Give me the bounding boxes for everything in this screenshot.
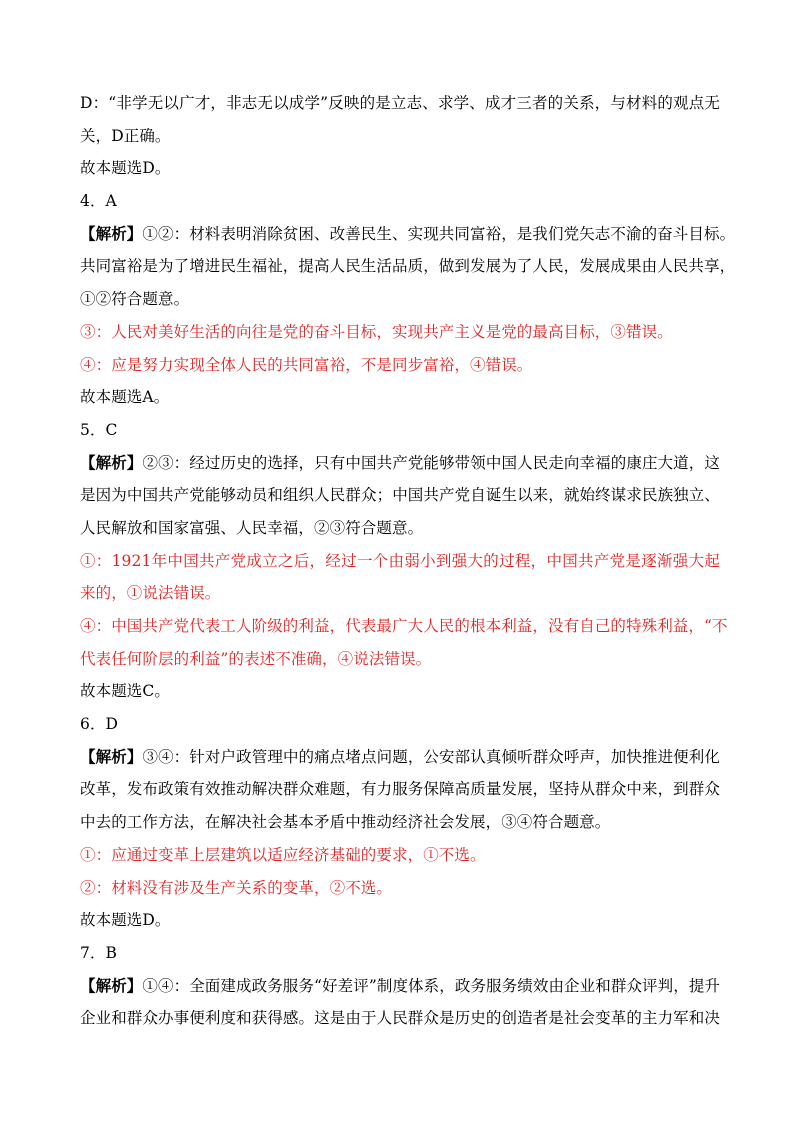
text-line <box>80 126 720 146</box>
line-text: 改革，发布政策有效推动解决群众难题，有力服务保障高质量发展，坚持从群众中来，到群众 <box>80 780 720 799</box>
text-line <box>80 649 720 669</box>
text-line <box>80 976 720 996</box>
line-text: ①：1921年中国共产党成立之后，经过一个由弱小到强大的过程，中国共产党是逐渐强大起 <box>80 551 720 570</box>
text-line <box>80 322 720 342</box>
text-line <box>80 93 720 113</box>
text-line <box>80 714 720 734</box>
line-text: 7．B <box>80 943 118 962</box>
text-line <box>80 845 720 865</box>
text-line <box>80 289 720 309</box>
text-line <box>80 779 720 799</box>
text-line <box>80 256 736 276</box>
text-line <box>80 943 720 963</box>
line-text: ④：中国共产党代表工人阶级的利益，代表最广大人民的根本利益，没有自己的特殊利益，“不 <box>80 617 728 635</box>
text-line <box>80 158 720 178</box>
line-text: D：“非学无以广才，非志无以成学”反映的是立志、求学、成才三者的关系，与材料的观点无 <box>80 94 720 112</box>
line-text: ①②：材料表明消除贫困、改善民生、实现共同富裕，是我们党矢志不渝的奋斗目标。 <box>142 224 736 243</box>
text-line <box>80 616 728 636</box>
line-text: 人民解放和国家富强、人民幸福，②③符合题意。 <box>80 518 424 537</box>
line-text: 代表任何阶层的利益”的表述不准确，④说法错误。 <box>80 649 432 668</box>
text-line <box>80 387 720 407</box>
text-line <box>80 420 720 440</box>
text-line <box>80 812 720 832</box>
line-text: ②：材料没有涉及生产关系的变革，②不选。 <box>80 878 393 897</box>
line-text: ④：应是努力实现全体人民的共同富裕，不是同步富裕，④错误。 <box>80 355 533 374</box>
analysis-tag: 【解析】 <box>80 975 143 995</box>
line-text: 4．A <box>80 192 117 211</box>
line-text: 关，D正确。 <box>80 126 171 145</box>
line-text: 共同富裕是为了增进民生福祉，提高人民生活品质，做到发展为了人民，发展成果由人民共享， <box>80 257 736 276</box>
line-text: ①②符合题意。 <box>80 290 190 309</box>
line-text: ③④：针对户政管理中的痛点堵点问题，公安部认真倾听群众呼声，加快推进便利化 <box>142 747 721 766</box>
line-text: 5．C <box>80 420 118 439</box>
text-line <box>80 583 720 603</box>
line-text: 来的，①说法错误。 <box>80 584 221 603</box>
line-text: 故本题选D。 <box>80 159 171 178</box>
line-text: 中去的工作方法，在解决社会基本矛盾中推动经济社会发展，③④符合题意。 <box>80 813 611 832</box>
text-line <box>80 878 720 898</box>
text-line <box>80 910 720 930</box>
line-text: ②③：经过历史的选择，只有中国共产党能够带领中国人民走向幸福的康庄大道，这 <box>142 453 721 472</box>
text-line <box>80 747 720 767</box>
text-line <box>80 518 720 538</box>
analysis-tag: 【解析】 <box>80 452 143 472</box>
text-line <box>80 485 720 505</box>
line-text: ①④：全面建成政务服务“好差评”制度体系，政务服务绩效由企业和群众评判，提升 <box>142 976 721 995</box>
text-line <box>80 681 720 701</box>
line-text: 是因为中国共产党能够动员和组织人民群众；中国共产党自诞生以来，就始终谋求民族独立、 <box>80 486 720 505</box>
text-line <box>80 223 736 244</box>
line-text: 故本题选C。 <box>80 682 170 701</box>
line-text: 故本题选A。 <box>80 388 170 407</box>
text-line <box>80 191 720 211</box>
line-text: 故本题选D。 <box>80 911 171 930</box>
text-line <box>80 355 720 375</box>
analysis-tag: 【解析】 <box>80 223 143 243</box>
analysis-tag: 【解析】 <box>80 746 143 766</box>
line-text: ③：人民对美好生活的向往是党的奋斗目标，实现共产主义是党的最高目标，③错误。 <box>80 322 673 341</box>
text-line <box>80 1008 720 1028</box>
line-text: 企业和群众办事便利度和获得感。这是由于人民群众是历史的创造者是社会变革的主力军和决 <box>80 1009 720 1028</box>
line-text: ①：应通过变革上层建筑以适应经济基础的要求，①不选。 <box>80 845 486 864</box>
line-text: 6．D <box>80 715 119 734</box>
text-line <box>80 551 720 571</box>
document-body <box>80 93 736 1041</box>
text-line <box>80 453 720 473</box>
